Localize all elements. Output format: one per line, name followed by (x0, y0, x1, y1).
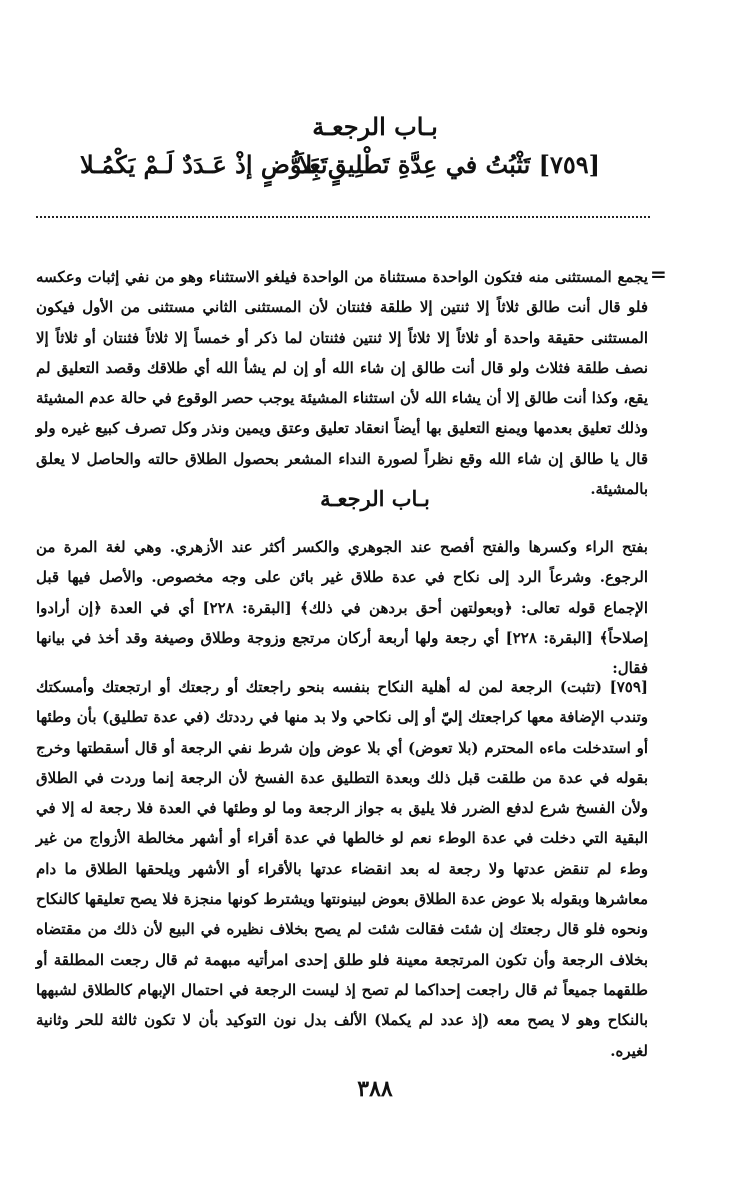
continuation-mark: = (650, 262, 667, 286)
chapter-title: بـاب الرجعـة (312, 112, 438, 141)
verse-hemistich-first: [٧٥٩] تَثْبُتُ في عِدَّةِ تَطْلِيقٍ بِلاَ (298, 150, 600, 179)
commentary-paragraph-intro: بفتح الراء وكسرها والفتح أفصح عند الجوهري والكسر أكثر عند الأزهري. وهي لغة المرة من الرجوع. وشرعاً الرد إلى نكاح في عدة طلاق غير بائن على وجه مخصوص. والأصل فيها قبل الإجماع قوله تعالى: ﴿وبعولتهن أحق بردهن في ذلك﴾ [البقرة: ٢٢٨] أي في العدة ﴿إن أرادوا إصلاحاً﴾ [البقرة: ٢٢٨] أي رجعة ولها أربعة أركان مرتجع وزوجة وطلاق وصيغة وقد أخذ في بيانها فقال: (36, 538, 648, 678)
commentary-paragraph-continued: يجمع المستثنى منه فتكون الواحدة مستثناة من الواحدة فيلغو الاستثناء وهو من نفي إثبات وعكسه فلو قال أنت طالق ثلاثاً إلا ثنتين إلا طلقة فثنتان لأن المستثنى الثاني مستثنى من الأول فيكون المستثنى حقيقة واحدة أو ثلاثاً إلا ثلاثاً إلا ثنتين فثنتان لما ذكر أو خمساً إلا ثلاثاً فثنتان أو ثلاثاً إلا نصف طلقة فثلاث ولو قال أنت طالق إن شاء الله أو إن لم يشأ الله أي طلاقك وقصد التعليق لم يقع، وكذا أنت طالق إلا أن يشاء الله لأن استثناء المشيئة يوجب حصر الوقوع في حالة عدم المشيئة وذلك تعليق بعدمها ويمنع التعليق بها أيضاً انعقاد تعليق وعتق ويمين ونذر وكل تصرف كبيع غيره ولو قال يا طالق إن شاء الله وقع نظراً لصورة النداء المشعر بحصول الطلاق حالته والحاصل لا يعلق بالمشيئة. (36, 268, 648, 499)
page-number: ٣٨٨ (357, 1076, 393, 1102)
dotted-separator (36, 214, 650, 218)
commentary-paragraph-verse-759: [٧٥٩] (تثبت) الرجعة لمن له أهلية النكاح بنفسه بنحو راجعتك أو رجعتك أو ارتجعتك وأمسكتك وتندب الإضافة معها كراجعتك إليّ أو إلى نكاحي ولا بد منها في رددتك (في عدة تطليق) بأن وطئها أو استدخلت ماءه المحترم (بلا تعوض) أي بلا عوض وإن شرط نفي الرجعة أو قال أسقطتها وخرج بقوله في عدة من طلقت قبل ذلك وبعدة التطليق عدة الفسخ لأن الرجعة إنما وردت في الطلاق ولأن الفسخ شرع لدفع الضرر فلا يليق به جواز الرجعة وما لو وطئها في العدة فلا رجعة له إلا في البقية التي دخلت في عدة الوطء نعم لو خالطها في عدة أقراء أو أشهر مخالطة الأزواج من غير وطء لم تنقض عدتها ولا رجعة له بعد انقضاء عدتها بالأقراء أو الأشهر ويلحقها الطلاق ما دام معاشرها وبقوله بلا عوض عدة الطلاق بعوض لبينونتها ويشترط كونها منجزة فلا يصح تعليقها كالنكاح ونحوه فلو قال رجعتك إن شئت فقالت شئت لم يصح بخلاف نظيره في البيع لأن ذلك من مقتضاه بخلاف الرجعة وأن تكون المرتجعة معينة فلو طلق إحدى امرأتيه مبهمة ثم قال رجعت المطلقة أو طلقهما جميعاً ثم قال راجعت إحداكما لم تصح إذ ليست الرجعة في احتمال الإبهام كالطلاق لشبهها بالنكاح وهو لا يصح معه (إذ عدد لم يكملا) الألف بدل نون التوكيد بأن لا تكون ثالثة للحر وثانية لغيره. (36, 678, 648, 1060)
verse-hemistich-second: تَعَـوُّضٍ إذْ عَـدَدٌ لَـمْ يَكْمُـلا (80, 150, 328, 179)
section-title: بـاب الرجعـة (320, 486, 430, 511)
verse-line (80, 150, 600, 190)
